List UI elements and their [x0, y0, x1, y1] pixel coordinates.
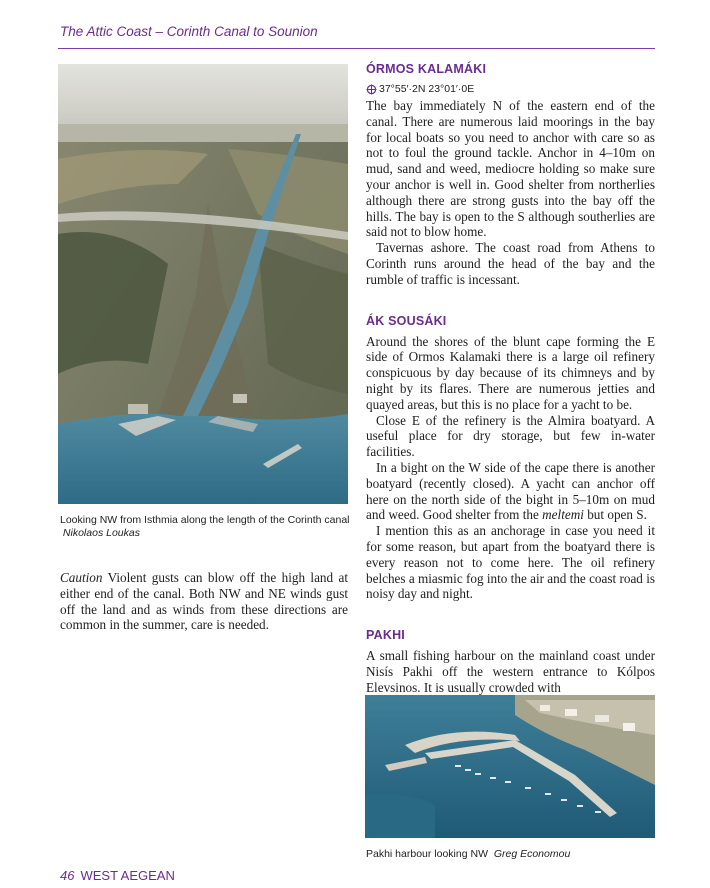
running-head: The Attic Coast – Corinth Canal to Sounion [60, 24, 318, 39]
header-rule [58, 48, 655, 49]
caution-text: Violent gusts can blow off the high land at either end of the canal. Both NW and NE winds gust off the land and as winds from these directions are common in the summer, care is needed. [60, 570, 348, 633]
corinth-canal-photo [58, 64, 348, 504]
section-ormos-kalamaki [366, 62, 655, 288]
paragraph: Around the shores of the blunt cape forming the E side of Ormos Kalamaki there is a large oil refinery conspicuous by day because of its chimneys and by night by its flares. There are numerous jetties and quayed areas, but this is no place for a yacht to be. [366, 333, 655, 412]
canal-photo-caption [60, 514, 350, 540]
caution-note [60, 570, 348, 633]
page-folio [60, 868, 175, 883]
pakhi-photo-credit: Greg Economou [493, 848, 571, 860]
caution-lead: Caution [60, 570, 103, 585]
pakhi-harbour-photo [365, 695, 655, 838]
canal-photo-credit: Nikolaos Loukas [62, 527, 140, 539]
paragraph: Tavernas ashore. The coast road from Athens to Corinth runs around the head of the bay and the rumble of traffic is incessant. [366, 240, 655, 287]
section-heading: PAKHI [366, 628, 405, 643]
paragraph-text: In a bight on the W side of the cape there is another boatyard (recently closed). A yacht can anchor off here on the north side of the bight in 5–10m on mud and weed. Good shelter from the [366, 459, 655, 523]
pakhi-photo-caption [366, 848, 656, 861]
waypoint-icon [366, 84, 377, 95]
section-heading: ÁK SOUSÁKI [366, 313, 447, 328]
meltemi-term: meltemi [542, 507, 584, 523]
page-number: 46 [60, 868, 75, 883]
pakhi-caption-text: Pakhi harbour looking NW [366, 848, 488, 860]
paragraph [366, 460, 655, 523]
paragraph: A small fishing harbour on the mainland coast under Nisís Pakhi off the western entrance to Kólpos Elevsinos. It is usually crowded with [366, 648, 655, 695]
coordinates [366, 83, 655, 95]
folio-section: WEST AEGEAN [80, 868, 175, 883]
section-heading: ÓRMOS KALAMÁKI [366, 62, 487, 76]
right-column [366, 62, 655, 722]
paragraph: I mention this as an anchorage in case you need it for some reason, but apart from the boatyard there is every reason not to come here. The oil refinery belches a miasmic fog into the air and the coast road is noisy day and night. [366, 523, 655, 602]
canal-caption-text: Looking NW from Isthmia along the length of the Corinth canal [60, 514, 350, 526]
coordinates-text: 37°55′·2N 23°01′·0E [379, 83, 475, 95]
section-pakhi [366, 628, 655, 695]
section-ak-sousaki [366, 314, 655, 603]
paragraph: The bay immediately N of the eastern end of the canal. There are numerous laid moorings in the bay for local boats so you need to anchor with care so as not to foul the ground tackle. Anchor in 4–10m on mud, sand and weed, mediocre holding so make sure your anchor is well in. Good shelter from northerlies although there are strong gusts into the bay off the hills. The bay is open to the S although southerlies are said not to blow home. [366, 98, 655, 240]
paragraph-text: but open S. [583, 507, 647, 523]
paragraph: Close E of the refinery is the Almira boatyard. A useful place for dry storage, but few in-water facilities. [366, 412, 655, 460]
